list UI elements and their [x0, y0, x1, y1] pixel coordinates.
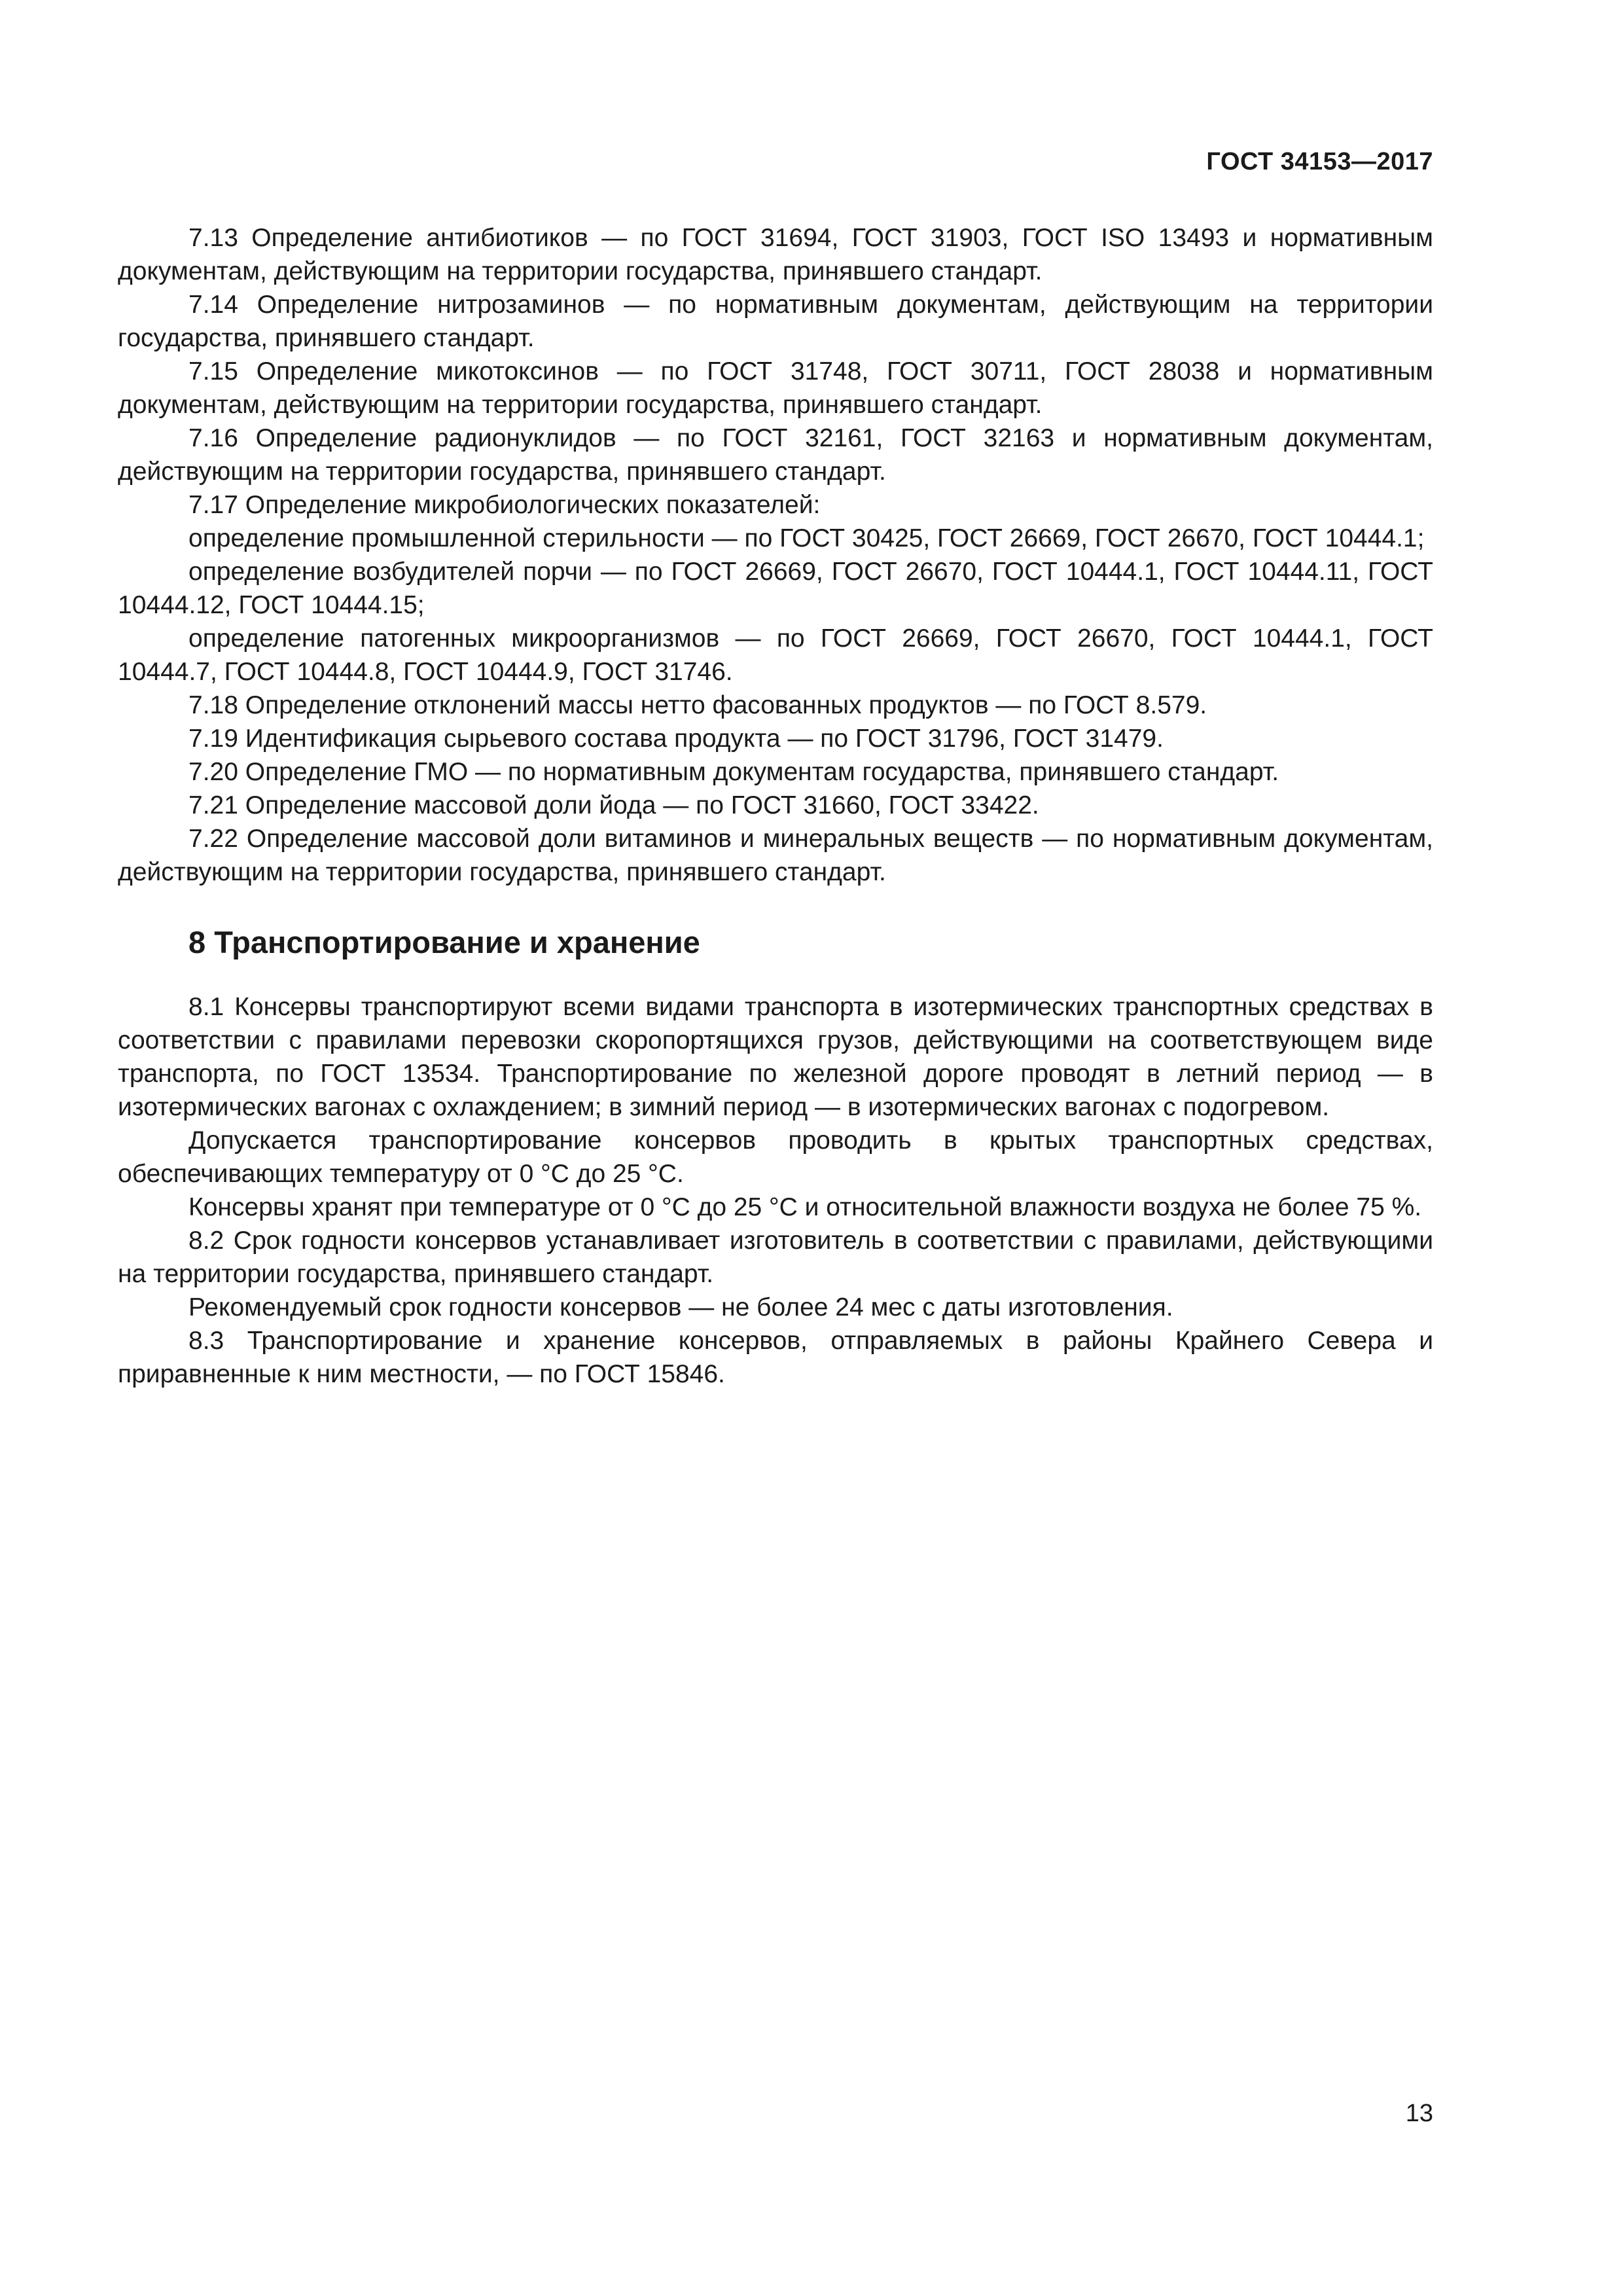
paragraph-7-13: 7.13 Определение антибиотиков — по ГОСТ 31694, ГОСТ 31903, ГОСТ ISO 13493 и нормативным документам, действующим на территории государства, принявшего стандарт. [118, 224, 1433, 285]
paragraph-7-21: 7.21 Определение массовой доли йода — по ГОСТ 31660, ГОСТ 33422. [188, 791, 1039, 819]
paragraph-7-19: 7.19 Идентификация сырьевого состава продукта — по ГОСТ 31796, ГОСТ 31479. [188, 725, 1164, 753]
section-8-body [118, 990, 1433, 1391]
section-8-title: 8 Транспортирование и хранение [188, 925, 700, 960]
paragraph-7-17-spoilage: определение возбудителей порчи — по ГОСТ 26669, ГОСТ 26670, ГОСТ 10444.1, ГОСТ 10444.11, ГОСТ 10444.12, ГОСТ 10444.15; [118, 558, 1433, 619]
paragraph-8-3: 8.3 Транспортирование и хранение консервов, отправляемых в районы Крайнего Севера и приравненные к ним местности, — по ГОСТ 15846. [118, 1327, 1433, 1388]
page-content [118, 221, 1433, 1391]
paragraph-7-15: 7.15 Определение микотоксинов — по ГОСТ 31748, ГОСТ 30711, ГОСТ 28038 и нормативным документам, действующим на территории государства, принявшего стандарт. [118, 357, 1433, 419]
paragraph-7-14: 7.14 Определение нитрозаминов — по нормативным документам, действующим на территории государства, принявшего стандарт. [118, 291, 1433, 352]
section-7-body [118, 221, 1433, 889]
paragraph-7-18: 7.18 Определение отклонений массы нетто фасованных продуктов — по ГОСТ 8.579. [188, 691, 1207, 719]
paragraph-7-20: 7.20 Определение ГМО — по нормативным документам государства, принявшего стандарт. [188, 758, 1279, 786]
paragraph-8-1-covered-transport: Допускается транспортирование консервов проводить в крытых транспортных средствах, обеспечивающих температуру от 0 °С до 25 °С. [118, 1126, 1433, 1188]
paragraph-8-2: 8.2 Срок годности консервов устанавливает изготовитель в соответствии с правилами, действующими на территории государства, принявшего стандарт. [118, 1227, 1433, 1288]
paragraph-8-2-recommended-shelf-life: Рекомендуемый срок годности консервов — не более 24 мес с даты изготовления. [188, 1293, 1173, 1321]
paragraph-8-1: 8.1 Консервы транспортируют всеми видами транспорта в изотермических транспортных средствах в соответствии с правилами перевозки скоропортящихся грузов, действующими на соответствующем виде транспорта, по ГОСТ 13534. Транспортирование по железной дороге проводят в летний период — в изотермических вагонах с охлаждением; в зимний период — в изотермических вагонах с подогревом. [118, 993, 1433, 1121]
paragraph-7-17: 7.17 Определение микробиологических показателей: [188, 491, 821, 519]
paragraph-7-16: 7.16 Определение радионуклидов — по ГОСТ 32161, ГОСТ 32163 и нормативным документам, действующим на территории государства, принявшего стандарт. [118, 424, 1433, 486]
paragraph-8-1-storage-conditions: Консервы хранят при температуре от 0 °С до 25 °С и относительной влажности воздуха не более 75 %. [188, 1193, 1422, 1221]
paragraph-7-22: 7.22 Определение массовой доли витаминов и минеральных веществ — по нормативным документам, действующим на территории государства, принявшего стандарт. [118, 825, 1433, 886]
paragraph-7-17-pathogens: определение патогенных микроорганизмов — по ГОСТ 26669, ГОСТ 26670, ГОСТ 10444.1, ГОСТ 10444.7, ГОСТ 10444.8, ГОСТ 10444.9, ГОСТ 31746. [118, 624, 1433, 686]
page-number: 13 [1405, 2100, 1433, 2127]
document-header-id: ГОСТ 34153—2017 [1206, 148, 1433, 175]
paragraph-7-17-sterility: определение промышленной стерильности — по ГОСТ 30425, ГОСТ 26669, ГОСТ 26670, ГОСТ 10444.1; [188, 524, 1425, 552]
